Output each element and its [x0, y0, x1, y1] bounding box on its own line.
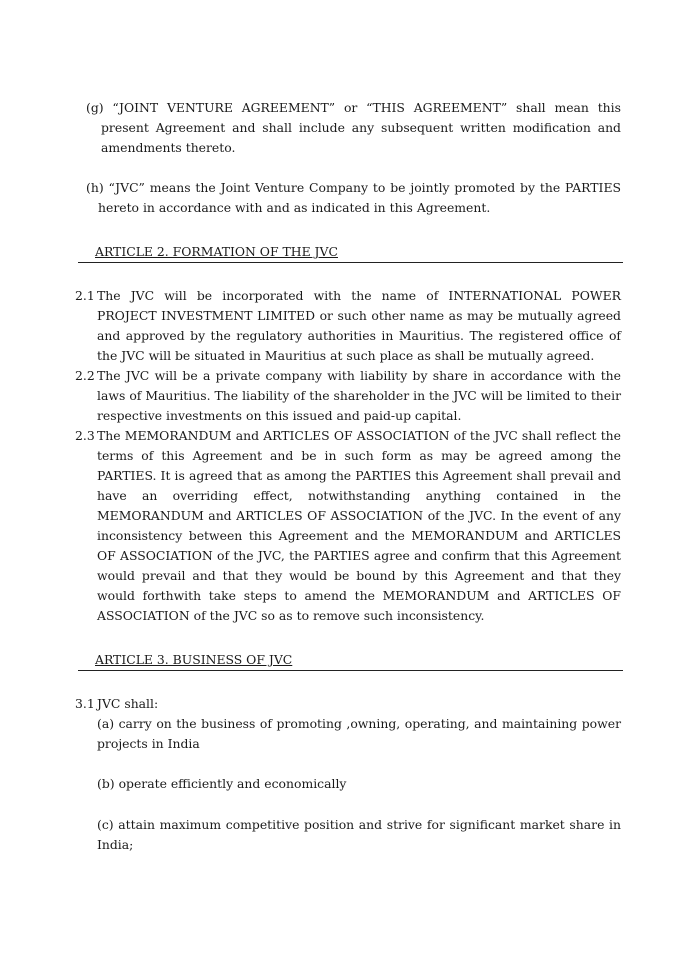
business-item-c-text: attain maximum competitive position and strive for significant market share in India; [97, 817, 621, 852]
clause-2-3-text: The MEMORANDUM and ARTICLES OF ASSOCIATION of the JVC shall reflect the terms of this Agreement and be in such form as may be agreed among the PARTIES. It is agreed that as among the PARTIES this Agreement shall prevail and have an overriding effect, notwithstanding anything contained in the MEMORANDUM and ARTICLES OF ASSOCIATION of the JVC. In the event of any inconsistency between this Agreement and the MEMORANDUM and ARTICLES OF ASSOCIATION of the JVC, the PARTIES agree and confirm that this Agreement would prevail and that they would be bound by this Agreement and that they would forthwith take steps to amend the MEMORANDUM and ARTICLES OF ASSOCIATION of the JVC so as to remove such inconsistency. [97, 428, 621, 623]
business-item-a-label: (a) [97, 716, 115, 731]
article-2-heading [78, 242, 623, 263]
definition-g-label: (g) [86, 100, 104, 115]
clause-2-3-number: 2.3 [75, 428, 95, 443]
business-item-c-label: (c) [97, 817, 114, 832]
business-item-b-label: (b) [97, 776, 115, 791]
clause-2-1-text: The JVC will be incorporated with the name of INTERNATIONAL POWER PROJECT INVESTMENT LIMITED or such other name as may be mutually agreed and approved by the regulatory authorities in Mauritius. The registered office of the JVC will be situated in Mauritius at such place as shall be mutually agreed. [97, 288, 621, 363]
business-item-c [97, 815, 621, 855]
clause-2-2-text: The JVC will be a private company with liability by share in accordance with the laws of Mauritius. The liability of the shareholder in the JVC will be limited to their respective investments on this issued and paid-up capital. [97, 368, 621, 423]
article-3-heading-text: ARTICLE 3. BUSINESS OF JVC [95, 652, 293, 667]
definition-h [86, 178, 621, 218]
clause-2-1-number: 2.1 [75, 288, 95, 303]
business-item-a [97, 714, 621, 754]
business-item-b-text: operate efficiently and economically [118, 776, 347, 791]
clause-3-1-number: 3.1 [75, 696, 95, 711]
clause-3-1-intro: JVC shall: [97, 696, 159, 711]
article-2-heading-text: ARTICLE 2. FORMATION OF THE JVC [95, 244, 338, 259]
definition-g [86, 98, 621, 158]
definition-g-text: “JOINT VENTURE AGREEMENT” or “THIS AGREEMENT” shall mean this present Agreement and shall include any subsequent written modification and amendments thereto. [101, 100, 621, 155]
definition-h-text: “JVC” means the Joint Venture Company to be jointly promoted by the PARTIES hereto in accordance with and as indicated in this Agreement. [98, 180, 621, 215]
business-item-b [97, 774, 621, 794]
clause-2-2-number: 2.2 [75, 368, 95, 383]
article-3-heading [78, 650, 623, 671]
definition-h-label: (h) [86, 180, 104, 195]
business-item-a-text: carry on the business of promoting ,owning, operating, and maintaining power projects in India [97, 716, 621, 751]
